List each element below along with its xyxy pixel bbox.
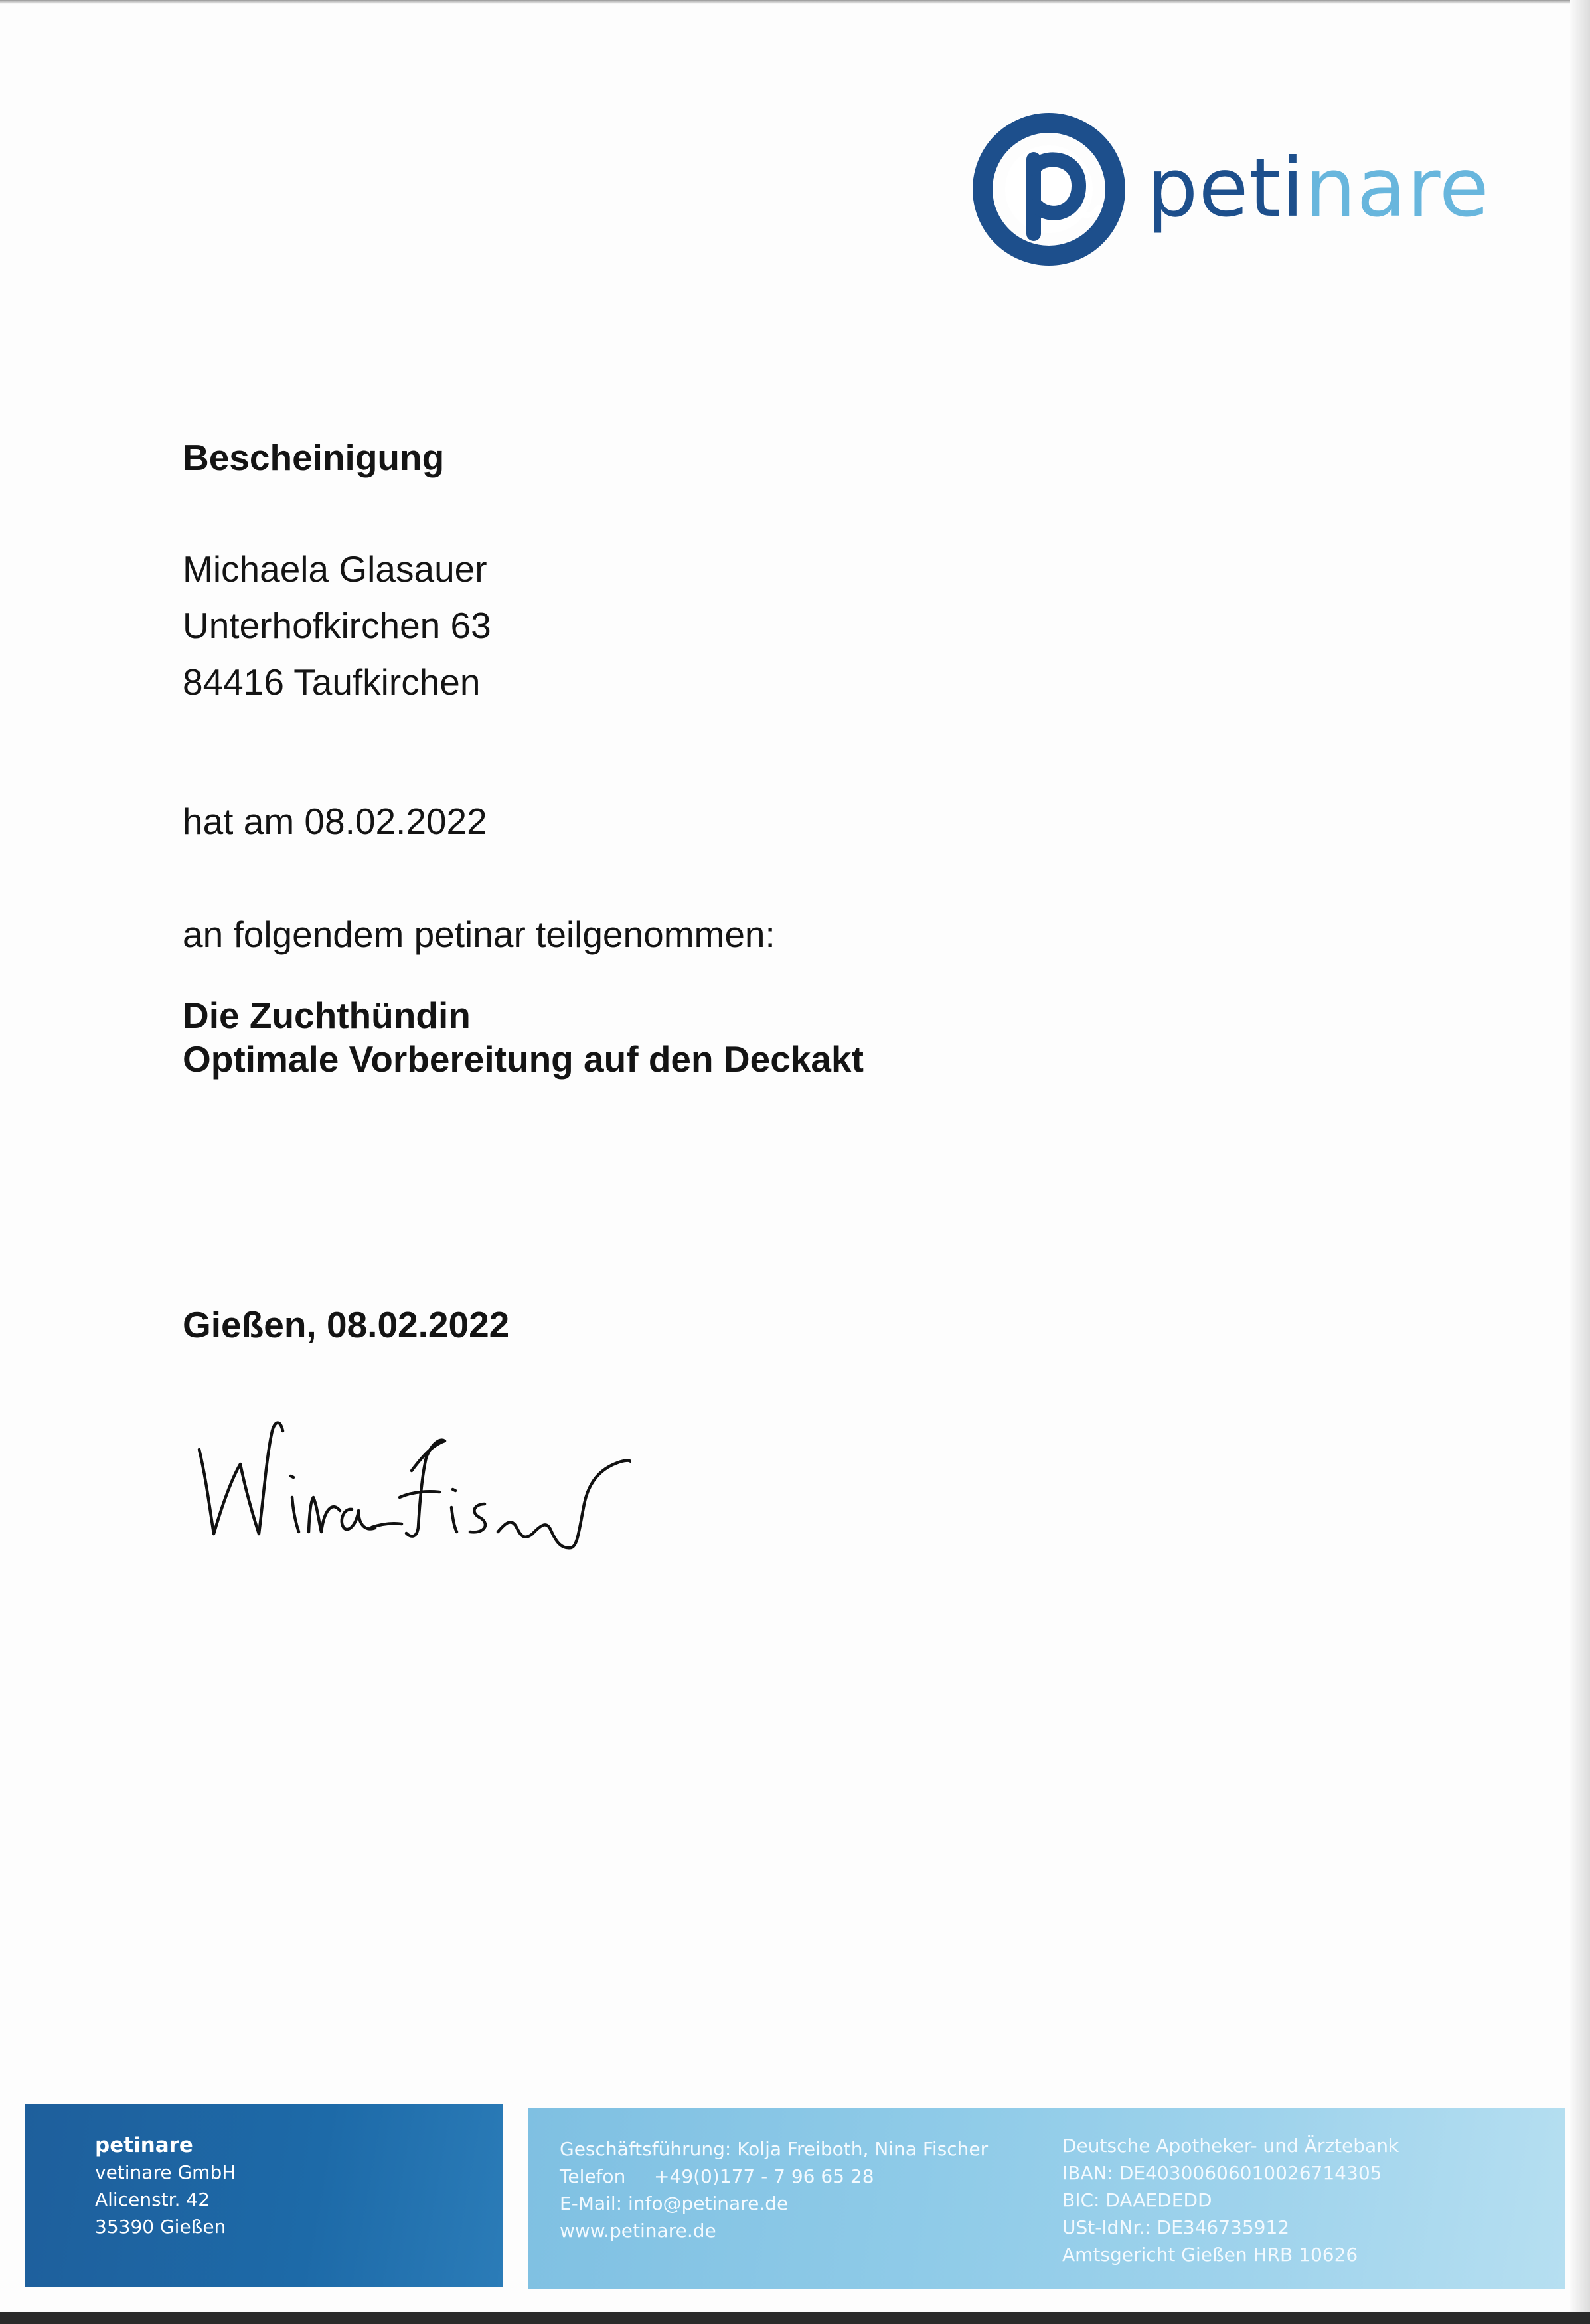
course-title: Die Zuchthündin [183,995,471,1036]
participation-date: hat am 08.02.2022 [183,801,487,842]
wordmark-part-light: nare [1305,141,1490,235]
page-bottom-edge [0,2312,1590,2324]
footer-website-link[interactable]: www.petinare.de [560,2220,716,2242]
petinare-wordmark [1147,141,1490,235]
footer-company-block [25,2104,503,2287]
footer-vat-id: USt-IdNr.: DE346735912 [1062,2216,1290,2238]
page-top-shadow [0,0,1590,4]
footer-brand: petinare [95,2133,193,2157]
footer-iban: IBAN: DE40300606010026714305 [1062,2162,1382,2184]
footer-bank-name: Deutsche Apotheker- und Ärztebank [1062,2135,1399,2157]
recipient-name: Michaela Glasauer [183,548,487,590]
footer-email-link[interactable]: E-Mail: info@petinare.de [560,2193,789,2214]
course-subtitle: Optimale Vorbereitung auf den Deckakt [183,1038,864,1080]
footer-phone: +49(0)177 - 7 96 65 28 [654,2165,874,2187]
footer-contact-bank-block [528,2108,1565,2289]
footer-management: Geschäftsführung: Kolja Freiboth, Nina Fischer [560,2138,989,2160]
footer-phone-label: Telefon [560,2165,626,2187]
participation-intro: an folgendem petinar teilgenommen: [183,914,775,955]
footer-register: Amtsgericht Gießen HRB 10626 [1062,2244,1358,2266]
place-and-date: Gießen, 08.02.2022 [183,1304,510,1345]
footer-company-street: Alicenstr. 42 [95,2189,210,2210]
handwritten-signature [193,1391,631,1557]
page-right-shadow [1570,0,1590,2324]
footer-company-city: 35390 Gießen [95,2216,226,2238]
recipient-street: Unterhofkirchen 63 [183,605,491,646]
footer-bic: BIC: DAAEDEDD [1062,2189,1212,2211]
petinare-logo [973,113,1490,272]
petinare-logo-mark-icon [973,113,1125,266]
recipient-city: 84416 Taufkirchen [183,661,481,703]
document-title: Bescheinigung [183,437,445,478]
footer-company-name: vetinare GmbH [95,2161,236,2183]
wordmark-part-dark: peti [1147,141,1305,235]
